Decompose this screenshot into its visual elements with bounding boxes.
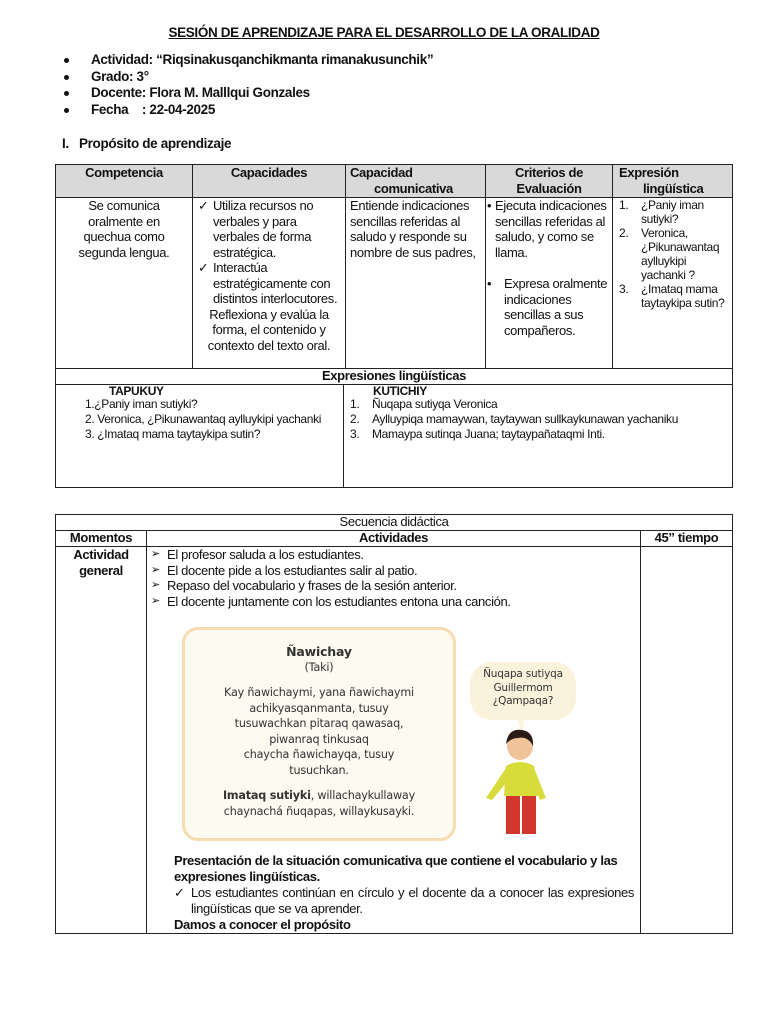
boy-illustration: [478, 718, 558, 838]
document-title: SESIÓN DE APRENDIZAJE PARA EL DESARROLLO DE LA ORALIDAD: [168, 25, 600, 40]
cell-capacidad-comunicativa: Entiende indicaciones sencillas referidas al saludo y responde su nombre de sus padres,: [346, 198, 486, 369]
activities-cell: ➢ El profesor saluda a los estudiantes. ➢ El docente pide a los estudiantes salir al patio. ➢ Repaso del vocabulario y frases de la sesión anterior. ➢ El docente juntamente con los estudiantes entona una canción. Presentación de la situación comunicativa que contiene el vocabulario y las expresiones lingüísticas. ✓ Los estudiantes continúan en círculo y el docente da a conocer las expresiones lingüísticas que se va aprender. Damos a conocer el propósito: [147, 547, 641, 934]
info-date: Fecha : 22-04-2025: [62, 102, 433, 119]
purpose-text: Damos a conocer el propósito: [174, 917, 351, 932]
info-activity: Actividad: “Riqsinakusqanchikmanta rimanakusunchik”: [62, 52, 433, 69]
header-criterios: Criterios de Evaluación: [486, 165, 613, 198]
presentation-text: Presentación de la situación comunicativa que contiene el vocabulario y las expresiones lingüísticas.: [174, 853, 618, 884]
song-card: Ñawichay (Taki) Kay ñawichaymi, yana ñawichaymi achikyasqanmanta, tusuy tusuwachkan pitaraq qawasaq, piwanraq tinkusaq chaycha ñawichayqa, tusuy tusuchkan. Imataq sutiyki, willachaykullaway chaynachá ñuqapas, willaykusayki.: [182, 627, 456, 841]
session-info: [62, 52, 433, 118]
header-capacidad-comunicativa: Capacidad comunicativa: [346, 165, 486, 198]
time-cell: [641, 547, 733, 934]
speech-bubble: Ñuqapa sutiyqa Guillermom ¿Qampaqa?: [470, 662, 576, 720]
section-heading: I. Propósito de aprendizaje: [62, 136, 232, 151]
header-expresion: Expresión lingüística: [613, 165, 733, 198]
info-grade: Grado: 3°: [62, 69, 433, 86]
info-teacher: Docente: Flora M. Malllqui Gonzales: [62, 85, 433, 102]
cell-criterios: • Ejecuta indicaciones sencillas referidas al saludo, y como se llama. • Expresa oralmente indicaciones sencillas a sus compañeros.: [486, 198, 613, 369]
header-momentos: Momentos: [56, 531, 147, 547]
check-item: ✓ Los estudiantes continúan en círculo y el docente da a conocer las expresiones lingüísticas que se va aprender.: [174, 885, 634, 916]
header-tiempo: 45” tiempo: [641, 531, 733, 547]
moment-cell: Actividad general: [56, 547, 147, 934]
tapukuy-cell: TAPUKUY 1.¿Paniy iman sutiyki? 2. Veronica, ¿Pikunawantaq aylluykipi yachanki 3. ¿Imataq mama taytaykipa sutin?: [56, 385, 344, 488]
purpose-table: [55, 164, 733, 385]
cell-capacidades: ✓ Utiliza recursos no verbales y para verbales de forma estratégica. ✓ Interactúa estratégicamente con distintos interlocutores. Reflexiona y evalúa la forma, el contenido y contexto del texto oral.: [193, 198, 346, 369]
expressions-table: [55, 384, 733, 488]
kutichiy-cell: KUTICHIY 1. Ñuqapa sutiyqa Veronica 2. Aylluypiqa mamaywan, taytaywan sullkaykunawan yachaniku 3. Mamaypa sutinqa Juana; taytaypañataqmi Inti.: [344, 385, 733, 488]
cell-expresion: 1. ¿Paniy iman sutiyki? 2. Veronica, ¿Pikunawantaq aylluykipi yachanki ? 3. ¿Imataq mama taytaykipa sutin?: [613, 198, 733, 369]
header-competencia: Competencia: [56, 165, 193, 198]
header-capacidades: Capacidades: [193, 165, 346, 198]
header-actividades: Actividades: [147, 531, 641, 547]
sequence-title: Secuencia didáctica: [56, 515, 733, 531]
cell-competencia: Se comunica oralmente en quechua como segunda lengua.: [56, 198, 193, 369]
expresiones-heading: Expresiones lingüísticas: [56, 369, 733, 385]
